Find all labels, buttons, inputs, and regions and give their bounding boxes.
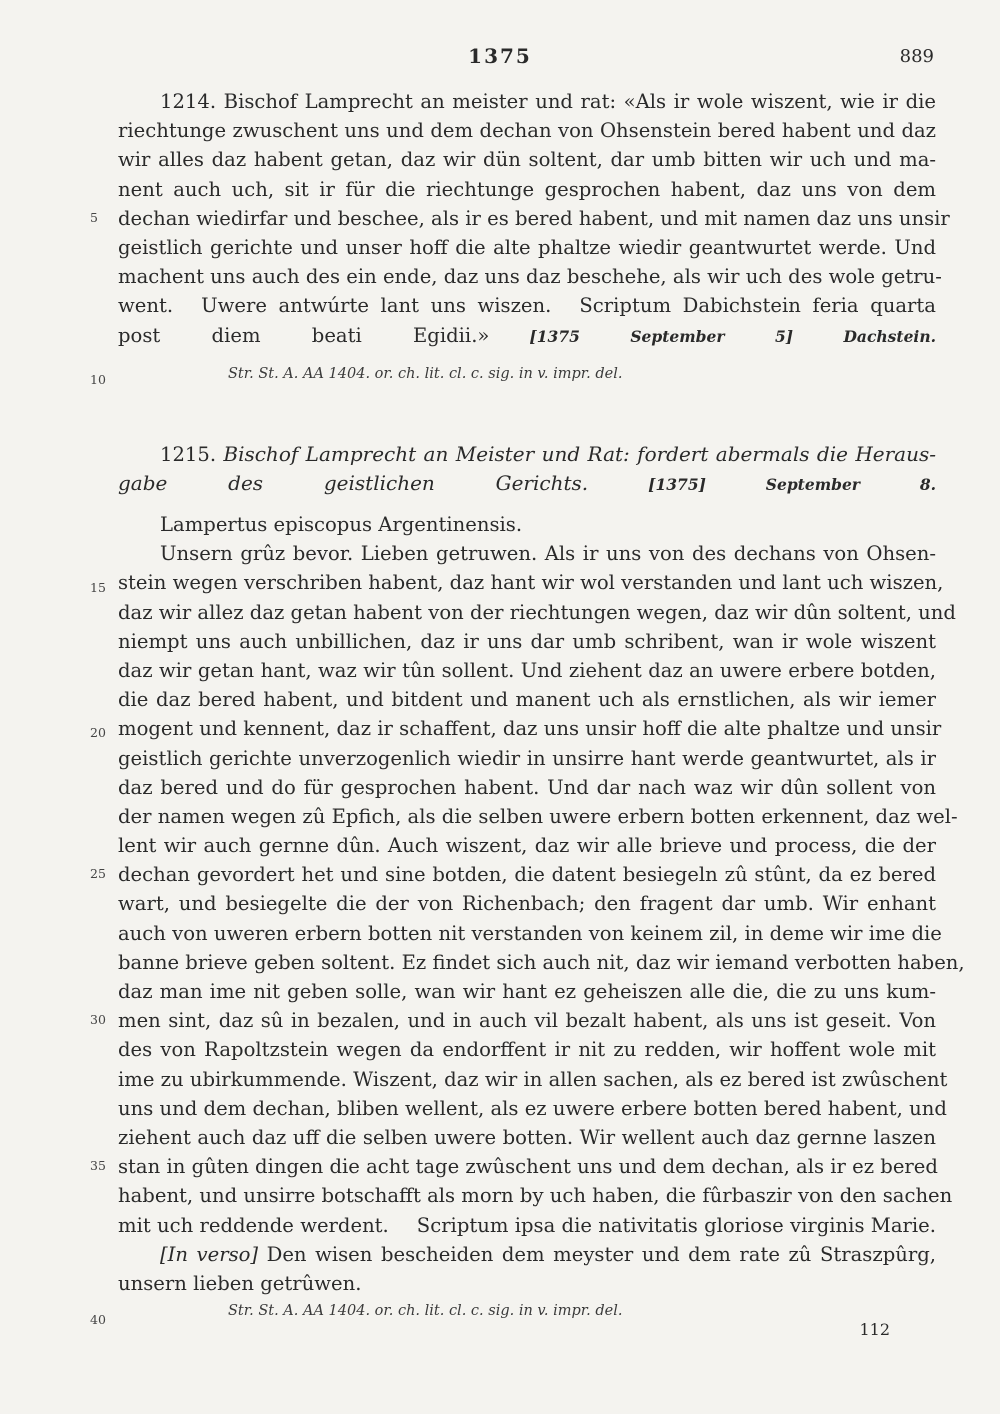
text-line: wir alles daz habent getan, daz wir dün soltent, dar umb bitten wir uch und ma- (118, 148, 936, 172)
doc-1215-date: [1375] September 8. (648, 475, 937, 495)
doc-1214-number: 1214. (160, 90, 217, 113)
text-line: mit uch reddende werdent. Scriptum ipsa die nativitatis gloriose virginis Marie. (118, 1213, 936, 1237)
text-line: die daz bered habent, und bitdent und manent uch als ernstlichen, als wir iemer (118, 688, 936, 712)
running-head-year: 1375 (468, 44, 532, 68)
text-line: daz man ime nit geben solle, wan wir hant ez geheiszen alle die, die zu uns kum- (118, 980, 936, 1003)
verso-label: [In verso] (160, 1242, 259, 1266)
text-line: dechan wiedirfar und beschee, als ir es bered habent, und mit namen daz uns unsir (118, 206, 950, 230)
document-1215-body (118, 510, 965, 1298)
text-line: stein wegen verschriben habent, daz hant wir wol verstanden und lant uch wiszen, (118, 571, 944, 595)
margin-line-number: 10 (90, 372, 106, 387)
text-line: nent auch uch, sit ir für die riechtunge gesprochen habent, daz uns von dem (118, 177, 936, 201)
text-line: daz wir getan hant, waz wir tûn sollent. Und ziehent daz an uwere erbere botden, (118, 658, 936, 682)
text-line: ziehent auch daz uff die selben uwere botten. Wir wellent auch daz gernne laszen (118, 1125, 936, 1149)
text-line: geistlich gerichte und unser hoff die alte phaltze wiedir geantwurtet werde. Und (118, 235, 936, 259)
text-line: machent uns auch des ein ende, daz uns daz beschehe, als wir uch des wole getru- (118, 265, 942, 289)
text-line: uns und dem dechan, bliben wellent, als ez uwere erbere botten bered habent, und (118, 1096, 947, 1120)
text-line: dechan gevordert het und sine botden, die datent besiegeln zû stûnt, da ez bered (118, 863, 936, 887)
verso-line: [In verso] Den wisen bescheiden dem meyster und dem rate zû Straszpûrg, (160, 1242, 936, 1266)
doc-1214-source-note: Str. St. A. AA 1404. or. ch. lit. cl. c. sig. in v. impr. del. (228, 366, 623, 382)
doc-1215-rubric-line: 1215. Bischof Lamprecht an Meister und Rat: fordert abermals die Heraus- (160, 442, 936, 466)
text-line: stan in gûten dingen die acht tage zwûschent uns und dem dechan, als ir ez bered (118, 1155, 938, 1179)
text-line: habent, und unsirre botschafft als morn by uch haben, die fûrbaszir von den sachen (118, 1184, 953, 1208)
text-line: men sint, daz sû in bezalen, und in auch vil bezalt habent, als uns ist geseit. Von (118, 1009, 936, 1033)
text-line: ime zu ubirkummende. Wiszent, daz wir in allen sachen, als ez bered ist zwûschent (118, 1067, 948, 1091)
margin-line-number: 15 (90, 580, 106, 595)
doc-1215-rubric-line: gabe des geistlichen Gerichts. [1375] September 8. (118, 471, 937, 496)
doc-1215-source-note: Str. St. A. AA 1404. or. ch. lit. cl. c. sig. in v. impr. del. (228, 1303, 623, 1319)
doc-1214-first-line: 1214. Bischof Lamprecht an meister und rat: «Als ir wole wiszent, wie ir die (160, 90, 936, 113)
margin-line-number: 35 (90, 1158, 106, 1173)
text-line: geistlich gerichte unverzogenlich wiedir in unsirre hant werde geantwurtet, als ir (118, 746, 936, 770)
text-line: lent wir auch gernne dûn. Auch wiszent, daz wir alle brieve und process, die der (118, 834, 936, 858)
margin-line-number: 20 (90, 725, 106, 740)
text-line: unsern lieben getrûwen. (118, 1271, 362, 1295)
text-line: des von Rapoltzstein wegen da endorffent ir nit zu redden, wir hoffent wole mit (118, 1038, 936, 1062)
text-line: banne brieve geben soltent. Ez findet sich auch nit, daz wir iemand verbotten haben, (118, 950, 965, 974)
document-1215 (118, 440, 936, 498)
doc-1215-number: 1215. (160, 443, 217, 466)
text-line: der namen wegen zû Epfich, als die selben uwere erbern botten erkennent, daz wel- (118, 804, 958, 828)
text-line: went. Uwere antwúrte lant uns wiszen. Scriptum Dabichstein feria quarta (118, 294, 936, 318)
text-line: mogent und kennent, daz ir schaffent, daz uns unsir hoff die alte phaltze und unsir (118, 717, 942, 741)
page-number: 889 (899, 46, 934, 67)
text-line: niempt uns auch unbillichen, daz ir uns dar umb schribent, wan ir wole wiszent (118, 629, 936, 653)
text-line: Unsern grûz bevor. Lieben getruwen. Als ir uns von des dechans von Ohsen- (160, 542, 936, 566)
text-line: daz wir allez daz getan habent von der riechtungen wegen, daz wir dûn soltent, und (118, 600, 956, 624)
text-line: daz bered und do für gesprochen habent. Und dar nach waz wir dûn sollent von (118, 775, 936, 799)
margin-line-number: 30 (90, 1012, 106, 1027)
salutation: Lampertus episcopus Argentinensis. (160, 513, 523, 536)
signature-mark: 112 (859, 1320, 890, 1339)
text-line: wart, und besiegelte die der von Richenbach; den fragent dar umb. Wir enhant (118, 892, 936, 916)
doc-1214-date: [1375 September 5] Dachstein. (529, 326, 936, 346)
margin-line-number: 25 (90, 866, 106, 881)
text-line: riechtunge zwuschent uns und dem dechan von Ohsenstein bered habent und daz (118, 119, 936, 143)
margin-line-number: 40 (90, 1312, 106, 1327)
text-line: auch von uweren erbern botten nit verstanden von keinem zil, in deme wir ime die (118, 921, 942, 945)
text-line: post diem beati Egidii.» [1375 September 5] Dachstein. (118, 323, 936, 347)
margin-line-number: 5 (90, 210, 98, 225)
document-1214 (118, 87, 950, 350)
